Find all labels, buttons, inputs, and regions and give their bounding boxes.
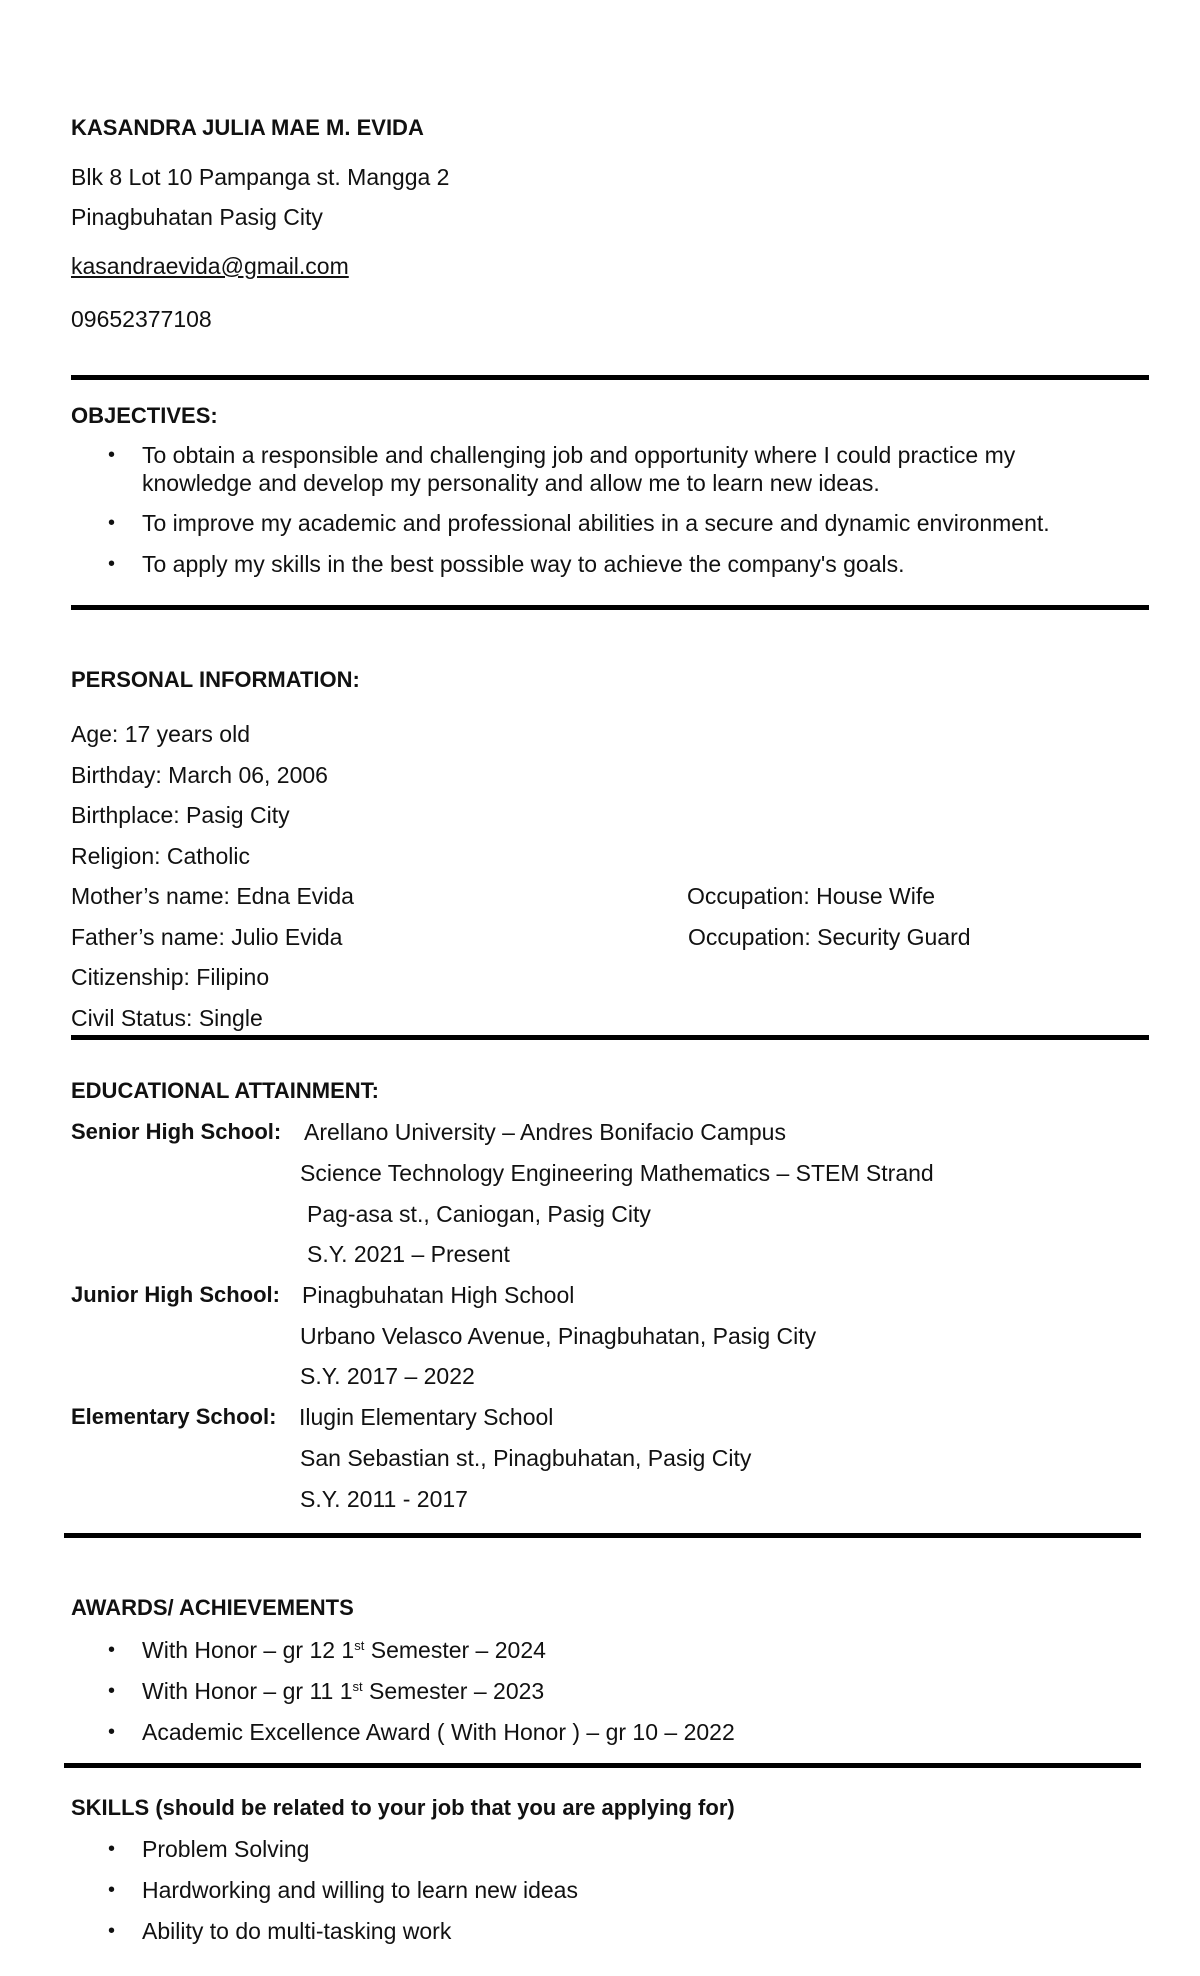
- objective-item: To obtain a responsible and challenging job and opportunity where I could practice my: [142, 442, 1016, 468]
- father-name-field: Father’s name: Julio Evida: [71, 924, 343, 950]
- awards-heading: AWARDS/ ACHIEVEMENTS: [71, 1595, 354, 1620]
- award-item: With Honor – gr 11 1st Semester – 2023: [142, 1678, 545, 1704]
- bullet-icon: •: [108, 553, 116, 575]
- skills-heading: SKILLS (should be related to your job that you are applying for): [71, 1795, 735, 1820]
- bullet-icon: •: [108, 1838, 116, 1860]
- age-field: Age: 17 years old: [71, 721, 251, 747]
- objective-item: To improve my academic and professional abilities in a secure and dynamic environment.: [142, 510, 1050, 536]
- father-occupation-field: Occupation: Security Guard: [688, 924, 971, 950]
- section-divider: [64, 1763, 1141, 1768]
- junior-high-label: Junior High School:: [71, 1282, 280, 1307]
- bullet-icon: •: [108, 1879, 116, 1901]
- elementary-address: San Sebastian st., Pinagbuhatan, Pasig City: [300, 1445, 752, 1471]
- senior-high-label: Senior High School:: [71, 1119, 282, 1144]
- objective-item-continued: knowledge and develop my personality and allow me to learn new ideas.: [142, 470, 880, 496]
- phone-number: 09652377108: [71, 306, 212, 332]
- birthday-field: Birthday: March 06, 2006: [71, 762, 328, 788]
- bullet-icon: •: [108, 512, 116, 534]
- skill-item: Problem Solving: [142, 1836, 310, 1862]
- senior-high-year: S.Y. 2021 – Present: [307, 1241, 510, 1267]
- bullet-icon: •: [108, 1680, 116, 1702]
- religion-field: Religion: Catholic: [71, 843, 250, 869]
- applicant-name: KASANDRA JULIA MAE M. EVIDA: [71, 115, 424, 140]
- elementary-year: S.Y. 2011 - 2017: [300, 1486, 468, 1512]
- elementary-label: Elementary School:: [71, 1404, 277, 1429]
- section-divider: [71, 1035, 1149, 1040]
- award-item: Academic Excellence Award ( With Honor ) – gr 10 – 2022: [142, 1719, 735, 1745]
- section-divider: [71, 375, 1149, 380]
- address-line-2: Pinagbuhatan Pasig City: [71, 204, 323, 230]
- senior-high-school: Arellano University – Andres Bonifacio Campus: [304, 1119, 786, 1145]
- objective-item: To apply my skills in the best possible way to achieve the company's goals.: [142, 551, 905, 577]
- personal-info-heading: PERSONAL INFORMATION:: [71, 667, 360, 692]
- education-heading: EDUCATIONAL ATTAINMENT:: [71, 1078, 379, 1103]
- skill-item: Hardworking and willing to learn new ideas: [142, 1877, 578, 1903]
- mother-name-field: Mother’s name: Edna Evida: [71, 883, 354, 909]
- junior-high-year: S.Y. 2017 – 2022: [300, 1363, 475, 1389]
- junior-high-address: Urbano Velasco Avenue, Pinagbuhatan, Pasig City: [300, 1323, 817, 1349]
- senior-high-address: Pag-asa st., Caniogan, Pasig City: [307, 1201, 651, 1227]
- bullet-icon: •: [108, 444, 116, 466]
- mother-occupation-field: Occupation: House Wife: [687, 883, 936, 909]
- email-link[interactable]: kasandraevida@gmail.com: [71, 253, 349, 279]
- bullet-icon: •: [108, 1639, 116, 1661]
- senior-high-strand: Science Technology Engineering Mathematics – STEM Strand: [300, 1160, 934, 1186]
- junior-high-school: Pinagbuhatan High School: [302, 1282, 575, 1308]
- section-divider: [71, 605, 1149, 610]
- section-divider: [64, 1533, 1141, 1538]
- bullet-icon: •: [108, 1920, 116, 1942]
- birthplace-field: Birthplace: Pasig City: [71, 802, 290, 828]
- address-line-1: Blk 8 Lot 10 Pampanga st. Mangga 2: [71, 164, 450, 190]
- civil-status-field: Civil Status: Single: [71, 1005, 263, 1031]
- skill-item: Ability to do multi-tasking work: [142, 1918, 452, 1944]
- citizenship-field: Citizenship: Filipino: [71, 964, 270, 990]
- award-item: With Honor – gr 12 1st Semester – 2024: [142, 1637, 546, 1663]
- objectives-heading: OBJECTIVES:: [71, 403, 218, 428]
- elementary-school: Ilugin Elementary School: [299, 1404, 554, 1430]
- bullet-icon: •: [108, 1721, 116, 1743]
